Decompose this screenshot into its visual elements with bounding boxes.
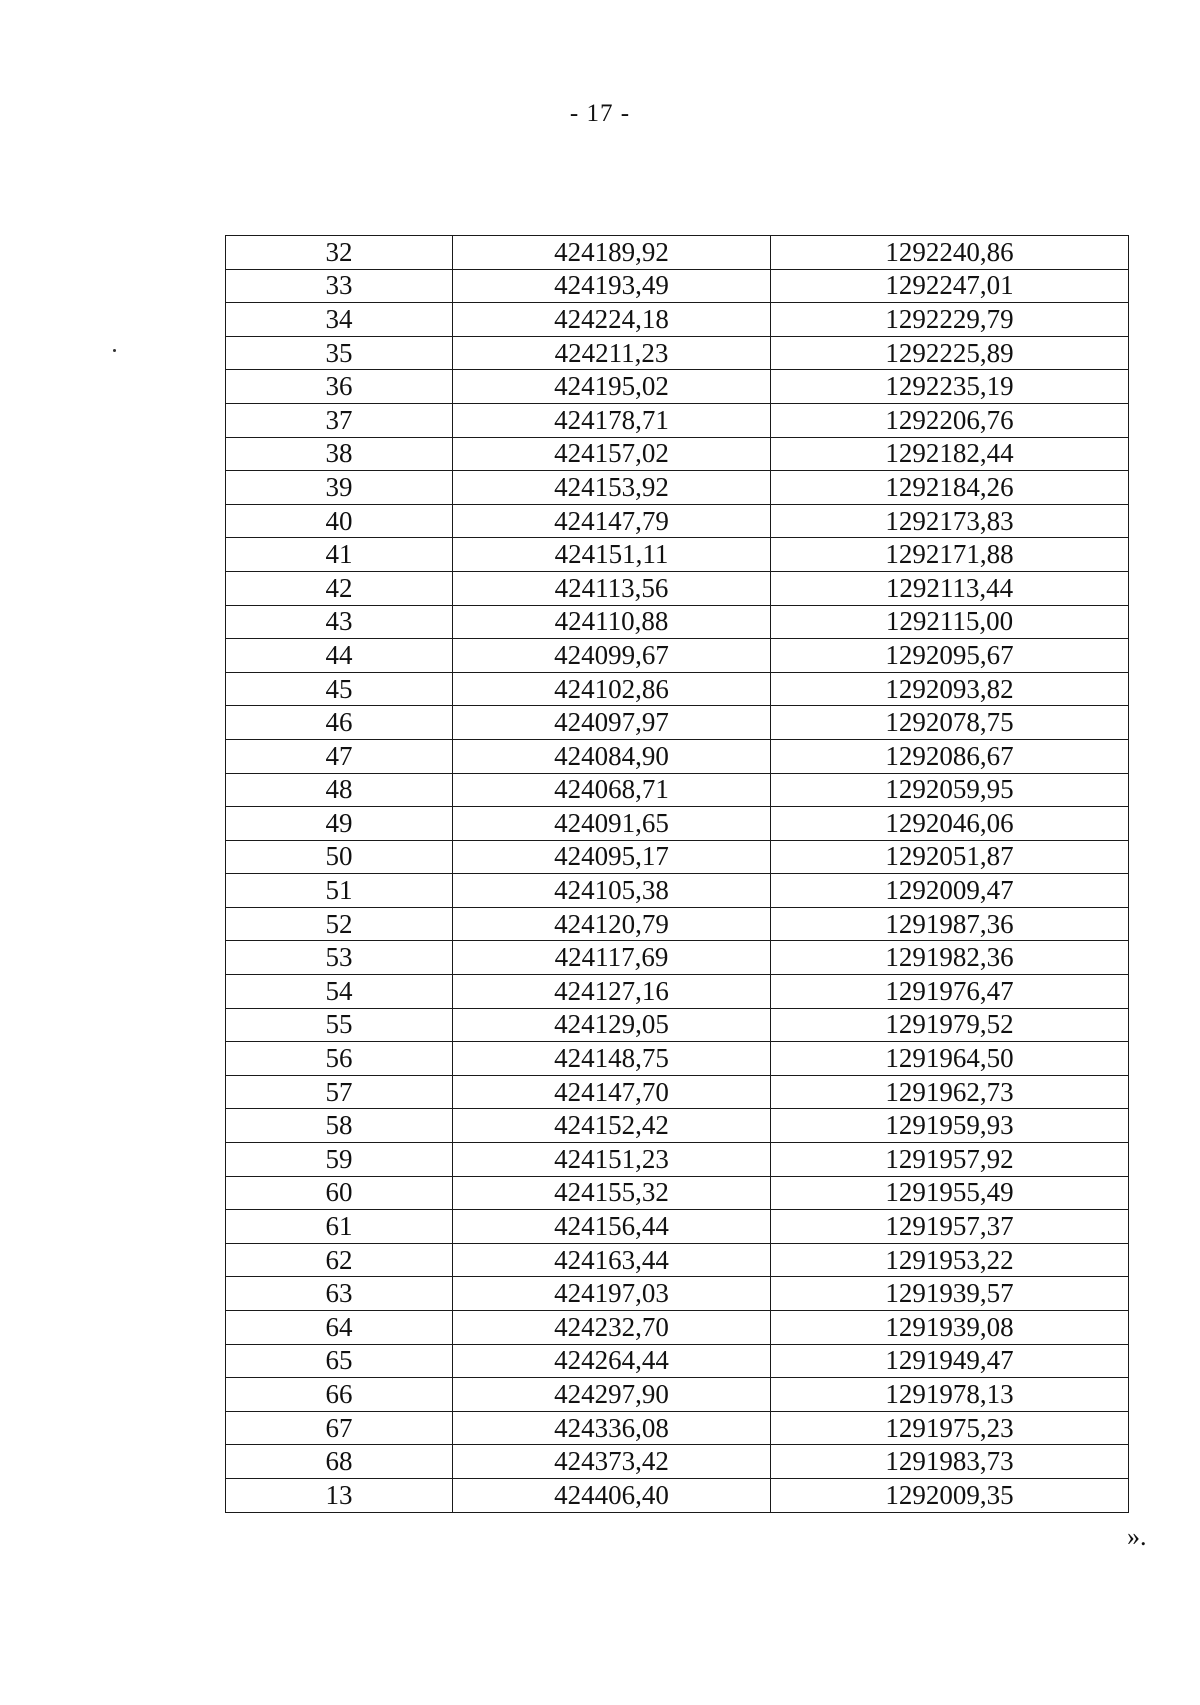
x-coordinate-cell: 424406,40 bbox=[453, 1478, 771, 1512]
table-row bbox=[226, 1344, 1129, 1378]
table-row bbox=[226, 605, 1129, 639]
point-number-cell: 47 bbox=[226, 739, 453, 773]
x-coordinate-cell: 424151,23 bbox=[453, 1143, 771, 1177]
x-coordinate-cell: 424105,38 bbox=[453, 874, 771, 908]
x-coordinate-cell: 424336,08 bbox=[453, 1411, 771, 1445]
y-coordinate-cell: 1292046,06 bbox=[771, 807, 1129, 841]
x-coordinate-cell: 424147,79 bbox=[453, 504, 771, 538]
point-number-cell: 68 bbox=[226, 1445, 453, 1479]
table-row bbox=[226, 975, 1129, 1009]
y-coordinate-cell: 1292235,19 bbox=[771, 370, 1129, 404]
x-coordinate-cell: 424151,11 bbox=[453, 538, 771, 572]
x-coordinate-cell: 424373,42 bbox=[453, 1445, 771, 1479]
x-coordinate-cell: 424297,90 bbox=[453, 1378, 771, 1412]
point-number-cell: 39 bbox=[226, 471, 453, 505]
x-coordinate-cell: 424189,92 bbox=[453, 236, 771, 270]
point-number-cell: 41 bbox=[226, 538, 453, 572]
table-row bbox=[226, 471, 1129, 505]
x-coordinate-cell: 424195,02 bbox=[453, 370, 771, 404]
y-coordinate-cell: 1291957,92 bbox=[771, 1143, 1129, 1177]
x-coordinate-cell: 424091,65 bbox=[453, 807, 771, 841]
x-coordinate-cell: 424068,71 bbox=[453, 773, 771, 807]
scan-speck bbox=[113, 349, 116, 352]
table-row bbox=[226, 538, 1129, 572]
table-row bbox=[226, 1075, 1129, 1109]
x-coordinate-cell: 424153,92 bbox=[453, 471, 771, 505]
x-coordinate-cell: 424097,97 bbox=[453, 706, 771, 740]
point-number-cell: 55 bbox=[226, 1008, 453, 1042]
y-coordinate-cell: 1291939,57 bbox=[771, 1277, 1129, 1311]
table-row bbox=[226, 336, 1129, 370]
table-row bbox=[226, 807, 1129, 841]
table-row bbox=[226, 571, 1129, 605]
y-coordinate-cell: 1291983,73 bbox=[771, 1445, 1129, 1479]
x-coordinate-cell: 424113,56 bbox=[453, 571, 771, 605]
table-row bbox=[226, 370, 1129, 404]
x-coordinate-cell: 424155,32 bbox=[453, 1176, 771, 1210]
point-number-cell: 64 bbox=[226, 1311, 453, 1345]
table-row bbox=[226, 437, 1129, 471]
y-coordinate-cell: 1291962,73 bbox=[771, 1075, 1129, 1109]
y-coordinate-cell: 1292225,89 bbox=[771, 336, 1129, 370]
x-coordinate-cell: 424084,90 bbox=[453, 739, 771, 773]
table-row bbox=[226, 672, 1129, 706]
y-coordinate-cell: 1292059,95 bbox=[771, 773, 1129, 807]
table-row bbox=[226, 773, 1129, 807]
y-coordinate-cell: 1291957,37 bbox=[771, 1210, 1129, 1244]
table-row bbox=[226, 1008, 1129, 1042]
y-coordinate-cell: 1292173,83 bbox=[771, 504, 1129, 538]
point-number-cell: 32 bbox=[226, 236, 453, 270]
point-number-cell: 36 bbox=[226, 370, 453, 404]
table-row bbox=[226, 1176, 1129, 1210]
y-coordinate-cell: 1292240,86 bbox=[771, 236, 1129, 270]
table-row bbox=[226, 1478, 1129, 1512]
point-number-cell: 65 bbox=[226, 1344, 453, 1378]
closing-quote-mark: ». bbox=[1127, 1522, 1147, 1551]
table-row bbox=[226, 1277, 1129, 1311]
y-coordinate-cell: 1292184,26 bbox=[771, 471, 1129, 505]
x-coordinate-cell: 424232,70 bbox=[453, 1311, 771, 1345]
page-number: - 17 - bbox=[569, 100, 631, 127]
point-number-cell: 49 bbox=[226, 807, 453, 841]
point-number-cell: 63 bbox=[226, 1277, 453, 1311]
y-coordinate-cell: 1291975,23 bbox=[771, 1411, 1129, 1445]
y-coordinate-cell: 1292009,35 bbox=[771, 1478, 1129, 1512]
table-row bbox=[226, 269, 1129, 303]
x-coordinate-cell: 424148,75 bbox=[453, 1042, 771, 1076]
table-row bbox=[226, 1143, 1129, 1177]
point-number-cell: 44 bbox=[226, 639, 453, 673]
point-number-cell: 33 bbox=[226, 269, 453, 303]
y-coordinate-cell: 1292182,44 bbox=[771, 437, 1129, 471]
point-number-cell: 61 bbox=[226, 1210, 453, 1244]
table-row bbox=[226, 236, 1129, 270]
point-number-cell: 59 bbox=[226, 1143, 453, 1177]
x-coordinate-cell: 424099,67 bbox=[453, 639, 771, 673]
table-row bbox=[226, 1210, 1129, 1244]
x-coordinate-cell: 424193,49 bbox=[453, 269, 771, 303]
x-coordinate-cell: 424156,44 bbox=[453, 1210, 771, 1244]
point-number-cell: 35 bbox=[226, 336, 453, 370]
point-number-cell: 60 bbox=[226, 1176, 453, 1210]
y-coordinate-cell: 1292095,67 bbox=[771, 639, 1129, 673]
y-coordinate-cell: 1292009,47 bbox=[771, 874, 1129, 908]
table-row bbox=[226, 1378, 1129, 1412]
table-row bbox=[226, 1411, 1129, 1445]
x-coordinate-cell: 424224,18 bbox=[453, 303, 771, 337]
point-number-cell: 38 bbox=[226, 437, 453, 471]
y-coordinate-cell: 1292051,87 bbox=[771, 840, 1129, 874]
point-number-cell: 62 bbox=[226, 1243, 453, 1277]
point-number-cell: 40 bbox=[226, 504, 453, 538]
table-row bbox=[226, 403, 1129, 437]
point-number-cell: 67 bbox=[226, 1411, 453, 1445]
table-row bbox=[226, 1042, 1129, 1076]
y-coordinate-cell: 1292229,79 bbox=[771, 303, 1129, 337]
y-coordinate-cell: 1292113,44 bbox=[771, 571, 1129, 605]
table-row bbox=[226, 303, 1129, 337]
table-row bbox=[226, 840, 1129, 874]
x-coordinate-cell: 424152,42 bbox=[453, 1109, 771, 1143]
y-coordinate-cell: 1292093,82 bbox=[771, 672, 1129, 706]
point-number-cell: 13 bbox=[226, 1478, 453, 1512]
point-number-cell: 51 bbox=[226, 874, 453, 908]
table-row bbox=[226, 907, 1129, 941]
table-row bbox=[226, 639, 1129, 673]
table-row bbox=[226, 1109, 1129, 1143]
table-row bbox=[226, 706, 1129, 740]
point-number-cell: 45 bbox=[226, 672, 453, 706]
y-coordinate-cell: 1292206,76 bbox=[771, 403, 1129, 437]
y-coordinate-cell: 1292078,75 bbox=[771, 706, 1129, 740]
point-number-cell: 50 bbox=[226, 840, 453, 874]
point-number-cell: 42 bbox=[226, 571, 453, 605]
x-coordinate-cell: 424157,02 bbox=[453, 437, 771, 471]
y-coordinate-cell: 1291982,36 bbox=[771, 941, 1129, 975]
coordinates-table-body bbox=[226, 236, 1129, 1513]
table-row bbox=[226, 739, 1129, 773]
y-coordinate-cell: 1292115,00 bbox=[771, 605, 1129, 639]
point-number-cell: 66 bbox=[226, 1378, 453, 1412]
y-coordinate-cell: 1291939,08 bbox=[771, 1311, 1129, 1345]
y-coordinate-cell: 1292086,67 bbox=[771, 739, 1129, 773]
x-coordinate-cell: 424120,79 bbox=[453, 907, 771, 941]
y-coordinate-cell: 1291953,22 bbox=[771, 1243, 1129, 1277]
table-row bbox=[226, 1445, 1129, 1479]
x-coordinate-cell: 424129,05 bbox=[453, 1008, 771, 1042]
coordinates-table bbox=[225, 235, 1129, 1513]
x-coordinate-cell: 424211,23 bbox=[453, 336, 771, 370]
x-coordinate-cell: 424127,16 bbox=[453, 975, 771, 1009]
y-coordinate-cell: 1291959,93 bbox=[771, 1109, 1129, 1143]
point-number-cell: 52 bbox=[226, 907, 453, 941]
x-coordinate-cell: 424178,71 bbox=[453, 403, 771, 437]
y-coordinate-cell: 1291964,50 bbox=[771, 1042, 1129, 1076]
point-number-cell: 57 bbox=[226, 1075, 453, 1109]
point-number-cell: 48 bbox=[226, 773, 453, 807]
x-coordinate-cell: 424264,44 bbox=[453, 1344, 771, 1378]
x-coordinate-cell: 424163,44 bbox=[453, 1243, 771, 1277]
point-number-cell: 56 bbox=[226, 1042, 453, 1076]
point-number-cell: 58 bbox=[226, 1109, 453, 1143]
x-coordinate-cell: 424197,03 bbox=[453, 1277, 771, 1311]
table-row bbox=[226, 504, 1129, 538]
y-coordinate-cell: 1292247,01 bbox=[771, 269, 1129, 303]
y-coordinate-cell: 1291976,47 bbox=[771, 975, 1129, 1009]
y-coordinate-cell: 1291955,49 bbox=[771, 1176, 1129, 1210]
point-number-cell: 34 bbox=[226, 303, 453, 337]
point-number-cell: 53 bbox=[226, 941, 453, 975]
x-coordinate-cell: 424147,70 bbox=[453, 1075, 771, 1109]
table-row bbox=[226, 1243, 1129, 1277]
point-number-cell: 43 bbox=[226, 605, 453, 639]
table-row bbox=[226, 941, 1129, 975]
point-number-cell: 54 bbox=[226, 975, 453, 1009]
point-number-cell: 37 bbox=[226, 403, 453, 437]
table-row bbox=[226, 874, 1129, 908]
y-coordinate-cell: 1291987,36 bbox=[771, 907, 1129, 941]
x-coordinate-cell: 424117,69 bbox=[453, 941, 771, 975]
x-coordinate-cell: 424095,17 bbox=[453, 840, 771, 874]
point-number-cell: 46 bbox=[226, 706, 453, 740]
y-coordinate-cell: 1292171,88 bbox=[771, 538, 1129, 572]
y-coordinate-cell: 1291949,47 bbox=[771, 1344, 1129, 1378]
y-coordinate-cell: 1291979,52 bbox=[771, 1008, 1129, 1042]
x-coordinate-cell: 424102,86 bbox=[453, 672, 771, 706]
table-row bbox=[226, 1311, 1129, 1345]
y-coordinate-cell: 1291978,13 bbox=[771, 1378, 1129, 1412]
x-coordinate-cell: 424110,88 bbox=[453, 605, 771, 639]
